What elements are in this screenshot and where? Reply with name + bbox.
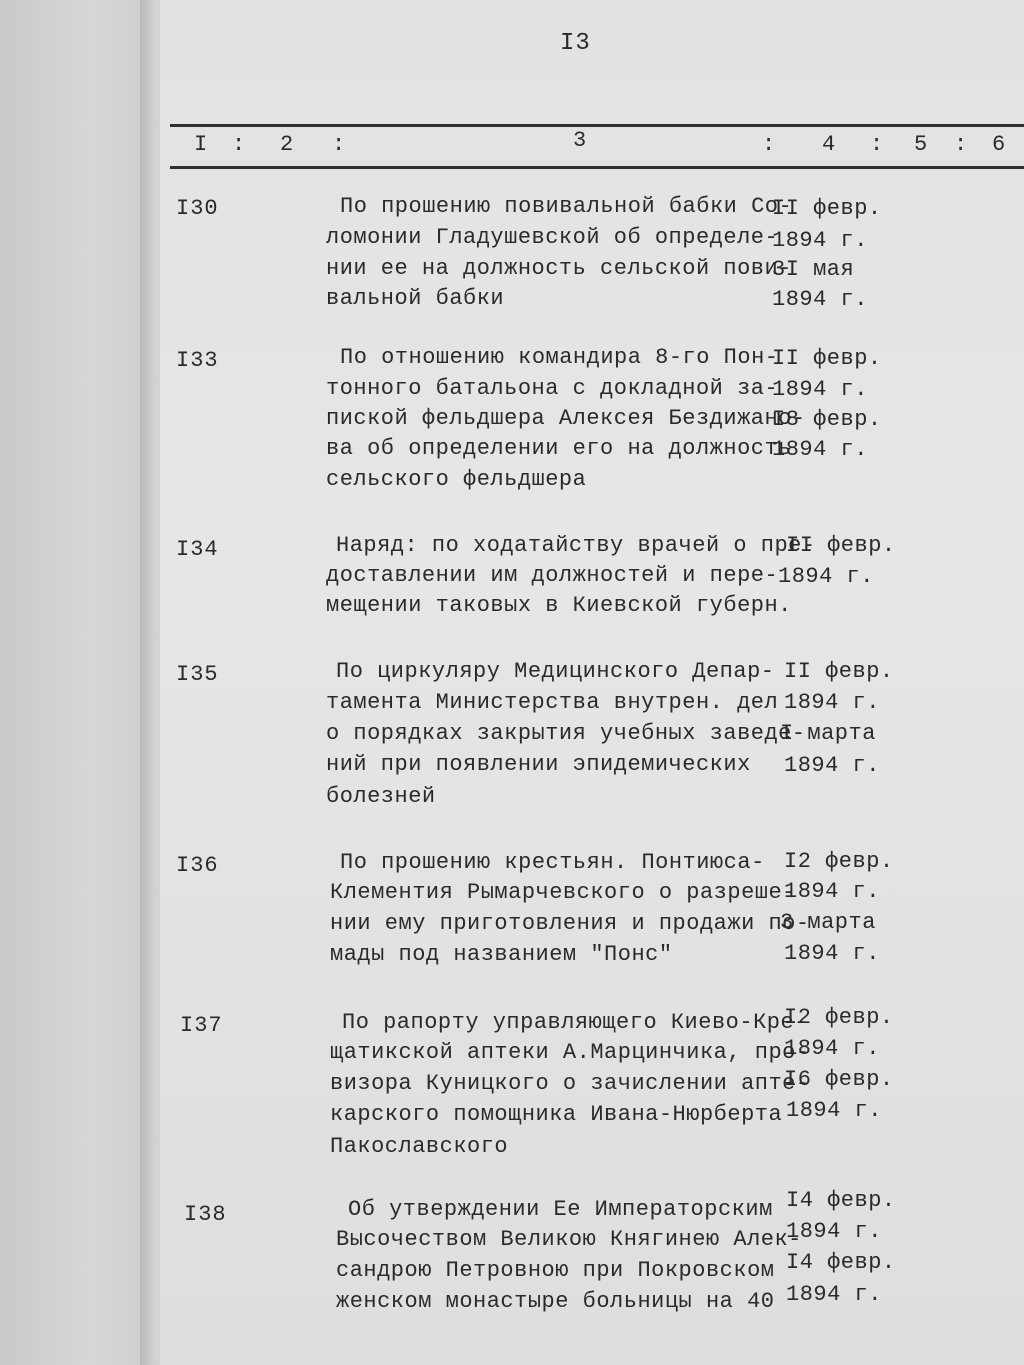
entry-date: 1894 г. [784,941,880,966]
entry-text-line: сельского фельдшера [326,467,587,492]
header-col-1: I [194,132,208,157]
header-rule-top [170,124,1024,127]
entry-text-line: Об утверждении Ее Императорским [348,1197,773,1222]
entry-date: 1894 г. [784,690,880,715]
entry-text-line: Высочеством Великою Княгинею Алек- [336,1227,802,1252]
entry-text-line: По прошению крестьян. Понтиюса- [340,850,765,875]
entry-text-line: женском монастыре больницы на 40 [336,1289,775,1314]
entry-date: I4 февр. [786,1250,896,1275]
entry-date: II февр. [786,533,896,558]
entry-number: I37 [180,1013,223,1038]
entry-date: 1894 г. [772,287,868,312]
entry-text-line: пиской фельдшера Алексея Бездижано- [326,406,806,431]
entry-date: 1894 г. [784,753,880,778]
header-sep-2: : [332,132,346,157]
entry-date: 1894 г. [786,1219,882,1244]
header-sep-3: : [762,132,776,157]
header-col-2: 2 [280,132,294,157]
entry-date: II февр. [784,659,894,684]
entry-text-line: карского помощника Ивана-Нюрберта [330,1102,783,1127]
entry-text-line: По циркуляру Медицинского Депар- [336,659,775,684]
entry-number: I33 [176,348,219,373]
entry-date: 3 марта [780,910,876,935]
entry-text-line: По рапорту управляющего Киево-Кре- [342,1010,808,1035]
entry-text-line: тонного батальона с докладной за- [326,376,779,401]
entry-text-line: Пакославского [330,1134,509,1159]
header-sep-1: : [232,132,246,157]
entry-number: I30 [176,196,219,221]
entry-date: I6 февр. [784,1067,894,1092]
entry-date: 1894 г. [778,564,874,589]
entry-date: 1894 г. [772,377,868,402]
entry-text-line: вальной бабки [326,286,505,311]
entry-text-line: о порядках закрытия учебных заведе- [326,721,806,746]
entry-number: I36 [176,853,219,878]
entry-text-line: ний при появлении эпидемических [326,752,751,777]
entry-text-line: щатикской аптеки А.Марцинчика, про- [330,1040,810,1065]
entry-date: I8 февр. [772,407,882,432]
header-col-3: 3 [573,128,587,153]
entry-text-line: По прошению повивальной бабки Со- [340,194,793,219]
entry-date: 1894 г. [784,1036,880,1061]
header-col-4: 4 [822,132,836,157]
entry-date: I2 февр. [784,1005,894,1030]
entry-date: I марта [780,721,876,746]
entry-text-line: ва об определении его на должность [326,436,792,461]
header-col-6: 6 [992,132,1006,157]
entry-text-line: мады под названием "Понс" [330,942,673,967]
page-number: I3 [560,30,591,57]
entry-date: I2 февр. [784,849,894,874]
entry-date: 1894 г. [786,1282,882,1307]
entry-date: II февр. [772,346,882,371]
entry-text-line: сандрою Петровною при Покровском [336,1258,775,1283]
header-sep-4: : [870,132,884,157]
entry-date: 1894 г. [784,879,880,904]
entry-text-line: По отношению командира 8-го Пон- [340,345,779,370]
entry-date: 1894 г. [786,1098,882,1123]
entry-text-line: Клементия Рымарчевского о разреше- [330,880,796,905]
entry-number: I34 [176,537,219,562]
entry-text-line: мещении таковых в Киевской губерн. [326,593,792,618]
entry-date: I4 февр. [786,1188,896,1213]
entry-text-line: доставлении им должностей и пере- [326,563,779,588]
header-col-5: 5 [914,132,928,157]
header-sep-5: : [954,132,968,157]
entry-date: 3I мая [772,257,855,282]
entry-text-line: Наряд: по ходатайству врачей о пре- [336,533,816,558]
entry-text-line: тамента Министерства внутрен. дел [326,690,779,715]
entry-text-line: визора Куницкого о зачислении апте- [330,1071,810,1096]
header-rule-bottom [170,166,1024,169]
entry-text-line: ломонии Гладушевской об определе- [326,225,779,250]
entry-text-line: нии ее на должность сельской пови- [326,256,792,281]
entry-date: 1894 г. [772,228,868,253]
entry-date: II февр. [772,196,882,221]
entry-number: I38 [184,1202,227,1227]
entry-text-line: болезней [326,784,436,809]
entry-text-line: нии ему приготовления и продажи по- [330,911,810,936]
entry-date: 1894 г. [772,437,868,462]
left-facing-page [0,0,150,1365]
entry-number: I35 [176,662,219,687]
